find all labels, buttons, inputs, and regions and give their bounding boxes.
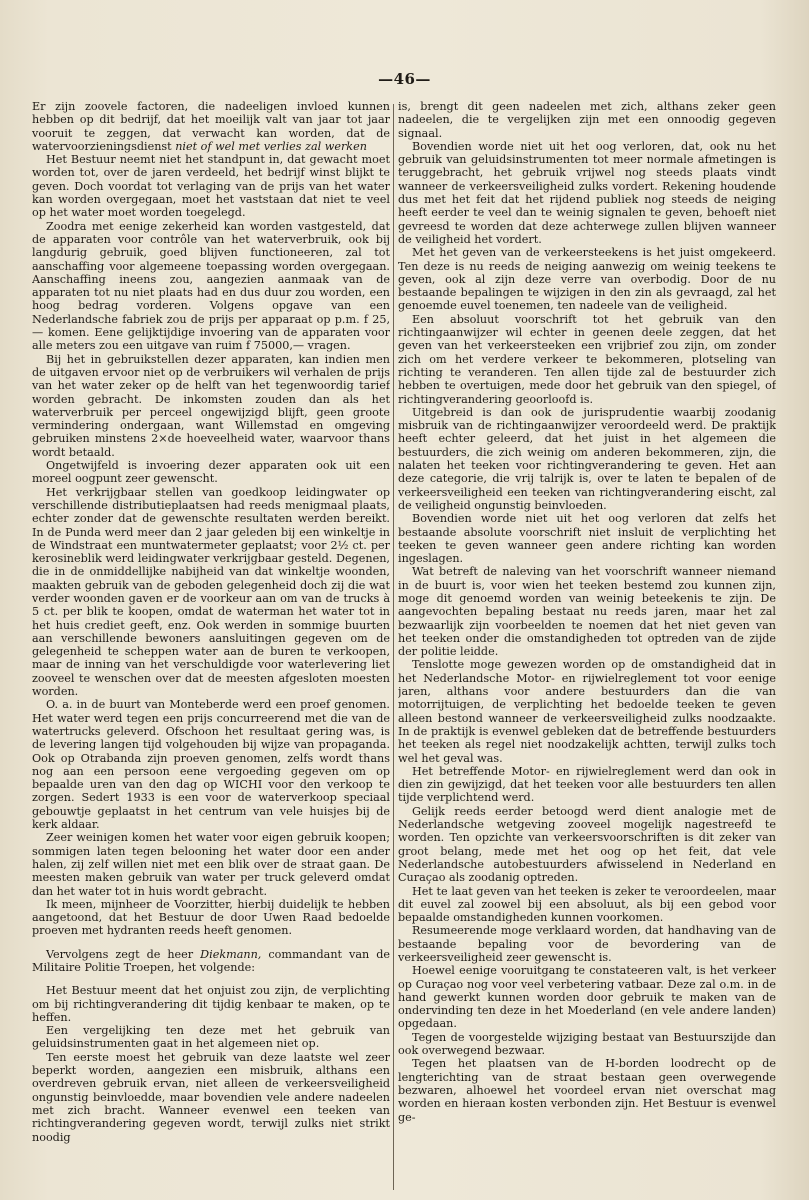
paragraph: Een absoluut voorschrift tot het gebruik van den richtingaanwijzer wil echter in geenen deele zeggen, dat het geven van het verkeersteeken een vrijbrief zou zijn, om zonder zich om het verdere verkeer te bekommeren, plotseling van richting te veranderen. Ten allen tijde zal de bestuurder zich hebben te overtuigen, mede door het gebruik van den spiegel, of richtingverandering geoorloofd is. [398, 312, 776, 406]
left-column [32, 100, 390, 1190]
page-number: —46— [378, 70, 431, 88]
paragraph [32, 948, 390, 975]
paragraph: Ik meen, mijnheer de Voorzitter, hierbij duidelijk te hebben aangetoond, dat het Bestuur de door Uwen Raad bedoelde proeven met hydranten reeds heeft genomen. [32, 897, 390, 938]
paragraph: Zoodra met eenige zekerheid kan worden vastgesteld, dat de apparaten voor contrôle van het waterverbruik, ook bij langdurig gebruik, goed blijven functioneeren, zal tot aanschaffing voor algemeene toepassing worden overgegaan. Aanschaffing ineens zou, aangezien aanmaak van de apparaten tot nu niet plaats had en dus duur zou worden, een hoog bedrag vorderen. Volgens opgave van een Nederlandsche fabriek zou de prijs per apparaat op p.m. f 25,— komen. Eene gelijktijdige invoering van de apparaten voor alle meters zou een uitgave van ruim f 75000,— vragen. [32, 219, 390, 353]
paragraph: Wat betreft de naleving van het voorschrift wanneer niemand in de buurt is, voor wien het teeken bestemd zou kunnen zijn, moge dit genoemd worden van weinig beteekenis te zijn. De aangevochten bepaling bestaat nu reeds jaren, maar het zal bezwaarlijk zijn voorbeelden te noemen dat het niet geven van het teeken onder die omstandigheden tot optreden van de zijde der politie leidde. [398, 565, 776, 659]
paragraph: is, brengt dit geen nadeelen met zich, althans zeker geen nadeelen, die te vergelijken zijn met een onnoodig gegeven signaal. [398, 100, 776, 140]
paragraph: Ongetwijfeld is invoering dezer apparaten ook uit een moreel oogpunt zeer gewenscht. [32, 459, 390, 486]
spacer [32, 938, 390, 948]
paragraph: Het verkrijgbaar stellen van goedkoop leidingwater op verschillende distributieplaatsen had reeds menigmaal plaats, echter zonder dat de gewenschte resultaten werden bereikt. In de Punda werd meer dan 2 jaar geleden bij een winkeltje in de Windstraat een muntwatermeter geplaatst; voor 2½ ct. per kerosineblik werd leidingwater verkrijgbaar gesteld. Degenen, die in de onmiddellijke nabijheid van dat winkeltje woonden, maakten gebruik van de geboden gelegenheid doch zij die wat verder woonden gaven er de voorkeur aan om van de trucks à 5 ct. per blik te koopen, omdat de waterman het water tot in het huis crediet geeft, enz. Ook werden in sommige buurten aan verschillende bewoners aansluitingen gegeven om de gelegenheid te scheppen water aan de buren te verkoopen, maar de inning van het verschuldigde voor waterlevering liet zooveel te wenschen over dat de meesten afgesloten moesten worden. [32, 485, 390, 699]
paragraph: Uitgebreid is dan ook de jurisprudentie waarbij zoodanig misbruik van de richtingaanwijzer veroordeeld werd. De praktijk heeft echter geleerd, dat het juist in het algemeen die bestuurders, die zich weinig om anderen bekommeren, zijn, die nalaten het teeken voor richtingverandering te geven. Het aan deze categorie, die vrij talrijk is, over te laten te bepalen of de verkeersveiligheid een teeken van richtingverandering eischt, zal de veiligheid ongunstig beinvloeden. [398, 405, 776, 512]
paragraph: Resumeerende moge verklaard worden, dat handhaving van de bestaande bepaling voor de bevordering van de verkeersveiligheid zeer gewenscht is. [398, 924, 776, 964]
paragraph: Gelijk reeds eerder betoogd werd dient analogie met de Nederlandsche wetgeving zooveel mogelijk nagestreefd te worden. Ten opzichte van verkeersvoorschriften is dit zeker van groot belang, mede met het oog op het feit, dat vele Nederlandsche autobestuurders afwisselend in Nederland en Curaçao als zoodanig optreden. [398, 804, 776, 885]
speaker-name: Diekmann, [200, 947, 262, 961]
paragraph: Tegen het plaatsen van de H-borden loodrecht op de lengterichting van de straat bestaan geen overwegende bezwaren, alhoewel het voordeel ervan niet overschat mag worden en hieraan kosten verbonden zijn. Het Bestuur is evenwel ge- [398, 1057, 776, 1124]
paragraph-text: Vervolgens zegt de heer [46, 947, 194, 961]
paragraph: Met het geven van de verkeersteekens is het juist omgekeerd. Ten deze is nu reeds de neiging aanwezig om weinig teekens te geven, ook al zijn deze verre van overbodig. Door de nu bestaande bepalingen te wijzigen in den zin als gevraagd, zal het genoemde euvel toenemen, ten nadeele van de veiligheid. [398, 246, 776, 313]
paragraph: O. a. in de buurt van Monteberde werd een proef genomen. Het water werd tegen een prijs concurreerend met die van de watertrucks geleverd. Ofschoon het resultaat gering was, is de levering langen tijd volgehouden bij wijze van propaganda. Ook op Otrabanda zijn proeven genomen, zelfs wordt thans nog aan een persoon eene vergoeding gegeven om op bepaalde uren van den dag op WICHI voor den verkoop te zorgen. Sedert 1933 is een voor de waterverkoop speciaal gebouwtje geplaatst in het centrum van vele huisjes bij de kerk aldaar. [32, 698, 390, 832]
paragraph: Het Bestuur meent dat het onjuist zou zijn, de verplichting om bij richtingverandering dit tijdig kenbaar te maken, op te heffen. [32, 984, 390, 1024]
paragraph: Hoewel eenige vooruitgang te constateeren valt, is het verkeer op Curaçao nog voor veel verbetering vatbaar. Deze zal o.m. in de hand gewerkt kunnen worden door gebruik te maken van de ondervinding ten deze in het Moederland (en vele andere landen) opgedaan. [398, 964, 776, 1031]
paragraph: Bovendien worde niet uit het oog verloren, dat, ook nu het gebruik van geluidsinstrumenten tot meer normale afmetingen is teruggebracht, het gebruik vrijwel nog steeds plaats vindt wanneer de verkeersveiligheid zulks vordert. Rekening houdende dus met het feit dat het rijdend publiek nog steeds de neiging heeft eerder te veel dan te weinig signalen te geven, behoeft niet gevreesd te worden dat deze achterwege zullen blijven wanneer de veiligheid het vordert. [398, 139, 776, 246]
paragraph: Het Bestuur neemt niet het standpunt in, dat gewacht moet worden tot, over de jaren verdeeld, het bedrijf winst blijkt te geven. Doch voordat tot verlaging van de prijs van het water kan worden overgegaan, moet het vaststaan dat niet te veel op het water moet worden toegelegd. [32, 153, 390, 220]
paragraph: Ten eerste moest het gebruik van deze laatste wel zeer beperkt worden, aangezien een misbruik, althans een overdreven gebruik ervan, niet alleen de verkeersveiligheid ongunstig beinvloedde, maar bovendien vele andere nadeelen met zich bracht. Wanneer evenwel een teeken van richtingverandering gegeven wordt, terwijl zulks niet strikt noodig [32, 1050, 390, 1144]
paragraph [32, 100, 390, 153]
italic-phrase: niet of wel met verlies zal werken [175, 139, 367, 153]
paragraph: Zeer weinigen komen het water voor eigen gebruik koopen; sommigen laten tegen belooning het water door een ander halen, zij zelf willen niet met een blik over de straat gaan. De meesten maken gebruik van water per truck geleverd omdat dan het water tot in huis wordt gebracht. [32, 831, 390, 898]
column-divider [393, 104, 394, 1190]
spacer [32, 974, 390, 984]
paragraph-text: Er zijn zoovele factoren, die nadeeligen invloed kunnen hebben op dit bedrijf, dat het moeilijk valt van jaar tot jaar vooruit te zeggen, dat verwacht kan worden, dat de watervoorzieningsdienst [32, 100, 390, 153]
paragraph: Bovendien worde niet uit het oog verloren dat zelfs het bestaande absolute voorschrift niet insluit de verplichting het teeken te geven wanneer geen andere richting kan worden ingeslagen. [398, 512, 776, 566]
paragraph: Tenslotte moge gewezen worden op de omstandigheid dat in het Nederlandsche Motor- en rijwielreglement tot voor eenige jaren, althans voor andere bestuurders dan die van motorrijtuigen, de verplichting het bedoelde teeken te geven alleen bestond wanneer de verkeersveiligheid zulks noodzaakte. In de praktijk is evenwel gebleken dat de betreffende bestuurders het teeken als regel niet noodzakelijk achtten, terwijl zulks toch wel het geval was. [398, 658, 776, 765]
paragraph: Bij het in gebruikstellen dezer apparaten, kan indien men de uitgaven ervoor niet op de verbruikers wil verhalen de prijs van het water zeker op de helft van het tegenwoordig tarief worden gebracht. De inkomsten zouden dan als het waterverbruik per perceel ongewijzigd blijft, geen groote vermindering ondergaan, want Willemstad en omgeving gebruiken minstens 2×de hoeveelheid water, waarvoor thans wordt betaald. [32, 352, 390, 459]
right-column [398, 100, 776, 1190]
paragraph: Een vergelijking ten deze met het gebruik van geluidsinstrumenten gaat in het algemeen niet op. [32, 1024, 390, 1051]
paragraph: Het te laat geven van het teeken is zeker te veroordeelen, maar dit euvel zal zoowel bij een absoluut, als bij een gebod voor bepaalde omstandigheden kunnen voorkomen. [398, 884, 776, 925]
paragraph: Tegen de voorgestelde wijziging bestaat van Bestuurszijde dan ook overwegend bezwaar. [398, 1030, 776, 1058]
paragraph-text: commandant van de Militaire Politie Troepen, het volgende: [32, 947, 390, 974]
paragraph: Het betreffende Motor- en rijwielreglement werd dan ook in dien zin gewijzigd, dat het teeken voor alle bestuurders ten allen tijde verplichtend werd. [398, 764, 776, 805]
